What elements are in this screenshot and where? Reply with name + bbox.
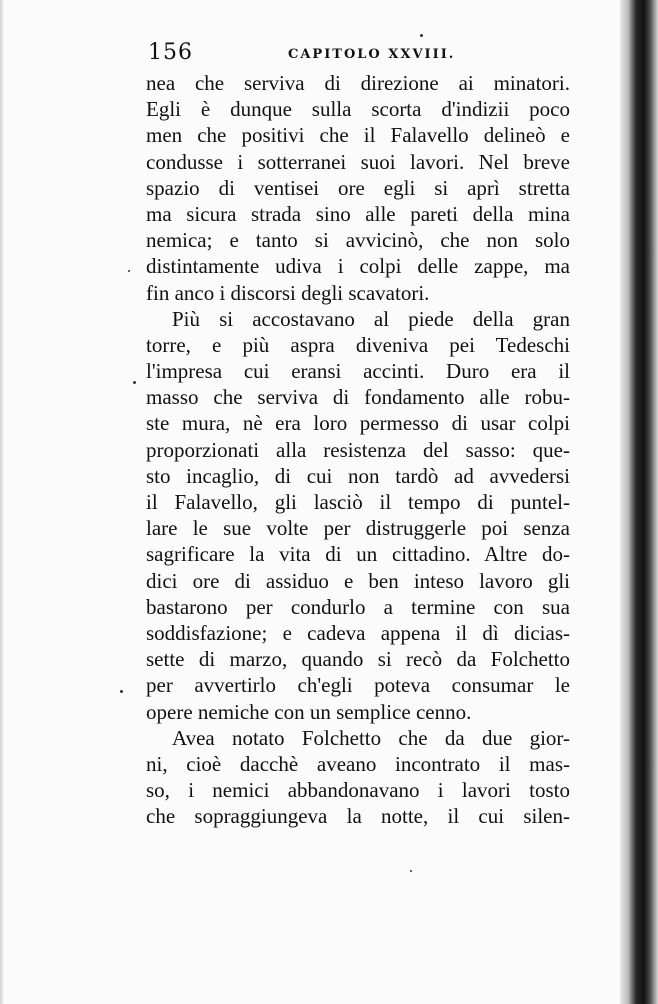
text-line: dici ore di assiduo e ben inteso lavoro gli <box>146 568 570 593</box>
text-line: torre, e più aspra diveniva pei Tedeschi <box>146 332 570 357</box>
text-line: soddisfazione; e cadeva appena il dì dicias- <box>146 620 570 645</box>
print-speck <box>133 381 136 384</box>
text-line: fin anco i discorsi degli scavatori. <box>146 280 430 305</box>
text-line: proporzionati alla resistenza del sasso: que- <box>146 437 570 462</box>
text-line: ma sicura strada sino alle pareti della mina <box>146 201 570 226</box>
paragraph-start-line: Avea notato Folchetto che da due gior- <box>172 725 570 750</box>
text-line: men che positivi che il Falavello delineò e <box>146 123 570 148</box>
text-line: distintamente udiva i colpi delle zappe, ma <box>146 254 570 279</box>
text-line: opere nemiche con un semplice cenno. <box>146 699 472 724</box>
text-line: ste mura, nè era loro permesso di usar colpi <box>146 411 570 436</box>
text-line: masso che serviva di fondamento alle robu- <box>146 385 570 410</box>
page-binding-edge <box>620 0 658 1004</box>
text-line: nea che serviva di direzione ai minatori. <box>146 71 570 95</box>
running-head: CAPITOLO XXVIII. <box>288 47 456 62</box>
text-line: so, i nemici abbandonavano i lavori tosto <box>146 778 570 803</box>
text-line: sagrificare la vita di un cittadino. Altre do- <box>146 542 570 567</box>
text-line: per avvertirlo ch'egli poteva consumar le <box>146 673 570 698</box>
print-speck <box>410 870 412 872</box>
text-line: lare le sue volte per distruggerle poi senza <box>146 516 570 541</box>
text-line: condusse i sotterranei suoi lavori. Nel breve <box>146 149 570 174</box>
print-speck <box>120 690 123 693</box>
text-line: sette di marzo, quando si recò da Folchetto <box>146 647 570 672</box>
paragraph-start-line: Più si accostavano al piede della gran <box>172 306 570 331</box>
page-number: 156 <box>148 40 193 65</box>
print-speck <box>128 270 130 272</box>
page-left-edge <box>0 0 4 1004</box>
text-line: Egli è dunque sulla scorta d'indizii poco <box>146 97 570 122</box>
text-line: sto incaglio, di cui non tardò ad avvedersi <box>146 463 570 488</box>
print-speck <box>420 34 423 37</box>
page-header <box>148 40 568 70</box>
text-line: bastarono per condurlo a termine con sua <box>146 594 570 619</box>
text-line: che sopraggiungeva la notte, il cui silen- <box>146 804 570 829</box>
text-line: spazio di ventisei ore egli si aprì stretta <box>146 175 570 200</box>
body-text <box>146 70 570 829</box>
text-line: il Falavello, gli lasciò il tempo di puntel- <box>146 490 570 514</box>
text-line: l'impresa cui eransi accinti. Duro era il <box>146 359 570 384</box>
text-line: ni, cioè dacchè aveano incontrato il mas- <box>146 751 570 776</box>
text-line: nemica; e tanto si avvicinò, che non solo <box>146 228 570 253</box>
